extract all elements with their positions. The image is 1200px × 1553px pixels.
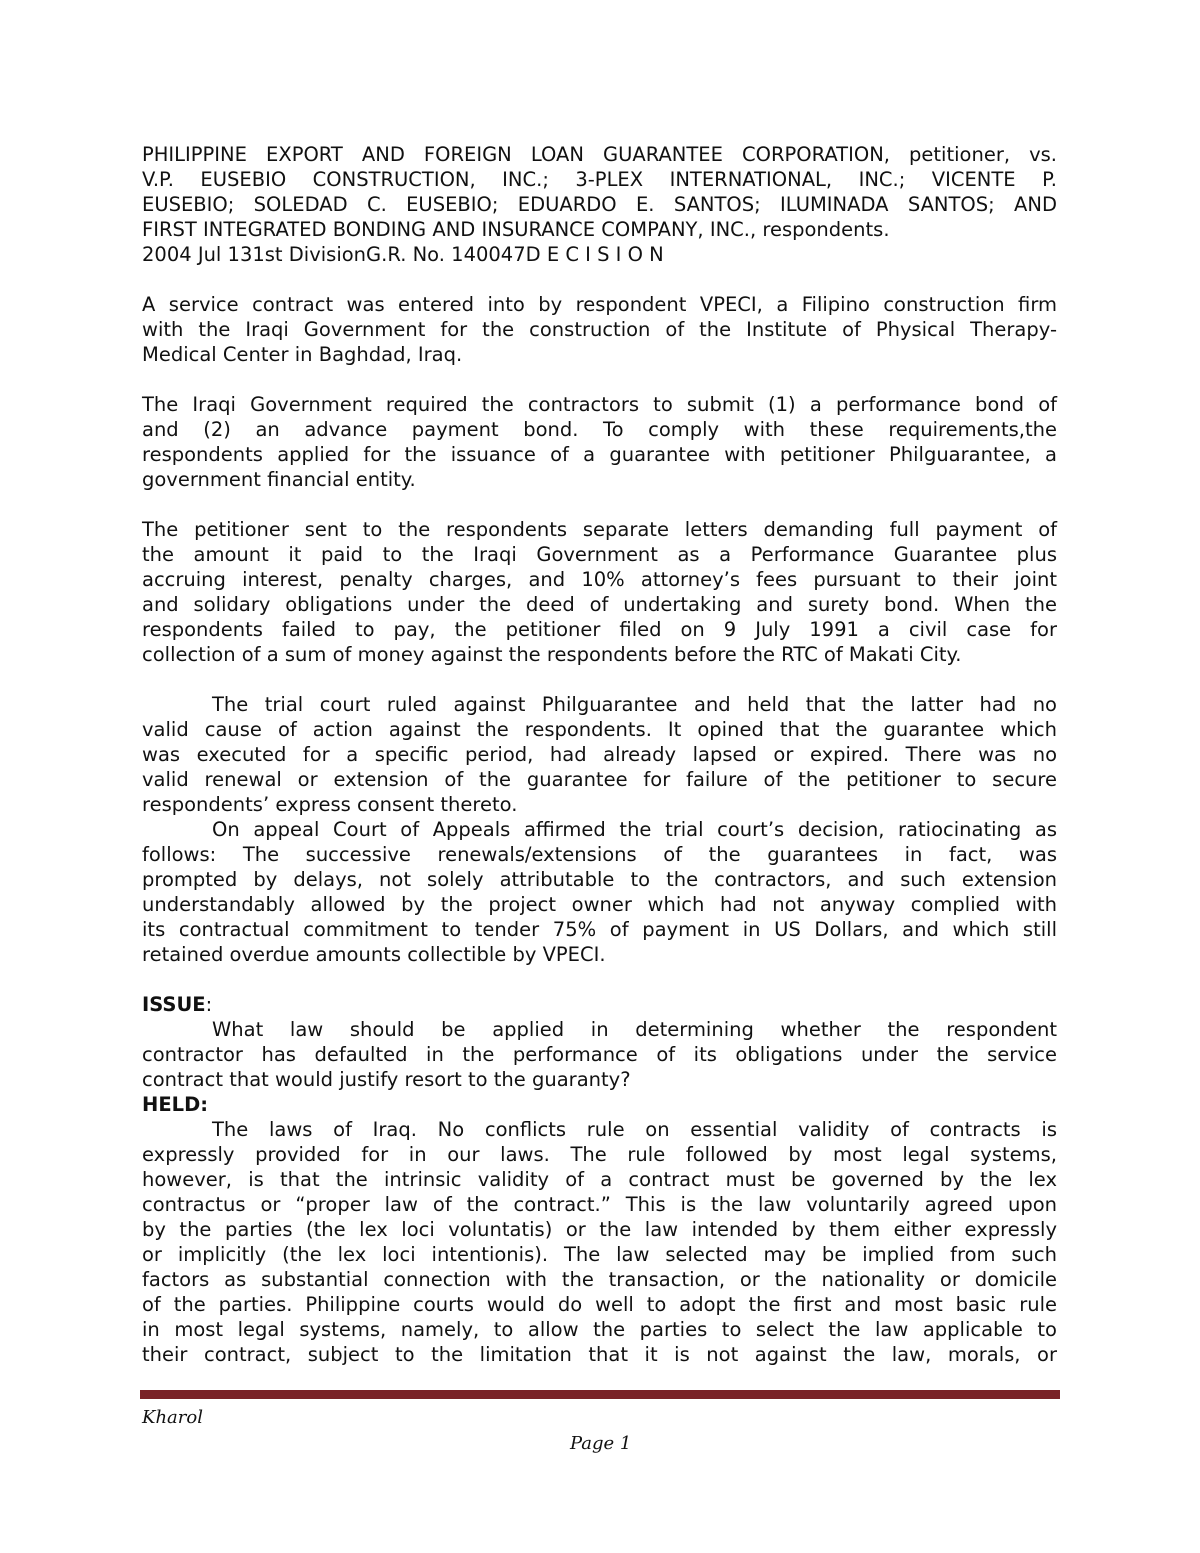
paragraph-line: government financial entity. <box>142 468 416 491</box>
paragraph-line: and (2) an advance payment bond. To comply with these requirements,the <box>142 418 1057 441</box>
facts-paragraph-3 <box>142 517 1057 667</box>
paragraph-line: valid cause of action against the respondents. It opined that the guarantee which <box>142 718 1057 741</box>
paragraph-line: accruing interest, penalty charges, and 10% attorney’s fees pursuant to their joint <box>142 568 1057 591</box>
paragraph-line: A service contract was entered into by respondent VPECI, a Filipino construction firm <box>142 293 1057 316</box>
paragraph-line: On appeal Court of Appeals affirmed the trial court’s decision, ratiocinating as <box>212 818 1057 841</box>
paragraph-line: by the parties (the lex loci voluntatis) or the law intended by them either expressly <box>142 1218 1057 1241</box>
facts-paragraph-1 <box>142 292 1057 367</box>
held-section <box>142 1092 1057 1367</box>
issue-label: ISSUE <box>142 993 206 1016</box>
issue-section <box>142 992 1057 1092</box>
paragraph-line: What law should be applied in determining whether the respondent <box>212 1018 1057 1041</box>
paragraph-line: The trial court ruled against Philguarantee and held that the latter had no <box>212 693 1057 716</box>
paragraph-line: respondents applied for the issuance of a guarantee with petitioner Philguarantee, a <box>142 443 1057 466</box>
paragraph-line: contract that would justify resort to the guaranty? <box>142 1068 631 1091</box>
paragraph-line: The laws of Iraq. No conflicts rule on essential validity of contracts is <box>212 1118 1057 1141</box>
paragraph-line: with the Iraqi Government for the construction of the Institute of Physical Therapy- <box>142 318 1057 341</box>
paragraph-line: factors as substantial connection with the transaction, or the nationality or domicile <box>142 1268 1057 1291</box>
issue-heading <box>142 992 1057 1017</box>
paragraph-line: of the parties. Philippine courts would do well to adopt the first and most basic rule <box>142 1293 1057 1316</box>
caption-line: EUSEBIO; SOLEDAD C. EUSEBIO; EDUARDO E. SANTOS; ILUMINADA SANTOS; AND <box>142 193 1057 216</box>
paragraph-line: contractus or “proper law of the contract.” This is the law voluntarily agreed upon <box>142 1193 1057 1216</box>
paragraph-line: collection of a sum of money against the respondents before the RTC of Makati City. <box>142 643 962 666</box>
paragraph-line: Medical Center in Baghdad, Iraq. <box>142 343 463 366</box>
paragraph-line: The petitioner sent to the respondents separate letters demanding full payment of <box>142 518 1057 541</box>
caption-line: FIRST INTEGRATED BONDING AND INSURANCE COMPANY, INC., respondents. <box>142 218 890 241</box>
paragraph-line: however, is that the intrinsic validity of a contract must be governed by the lex <box>142 1168 1057 1191</box>
caption-line: PHILIPPINE EXPORT AND FOREIGN LOAN GUARANTEE CORPORATION, petitioner, vs. <box>142 143 1057 166</box>
paragraph-line: and solidary obligations under the deed of undertaking and surety bond. When the <box>142 593 1057 616</box>
paragraph-line: The Iraqi Government required the contractors to submit (1) a performance bond of <box>142 393 1057 416</box>
facts-paragraph-2 <box>142 392 1057 492</box>
held-heading: HELD: <box>142 1093 209 1116</box>
paragraph-line: respondents failed to pay, the petitioner filed on 9 July 1991 a civil case for <box>142 618 1057 641</box>
paragraph-line: understandably allowed by the project owner which had not anyway complied with <box>142 893 1057 916</box>
caption-line: 2004 Jul 131st DivisionG.R. No. 140047D E C I S I O N <box>142 243 664 266</box>
paragraph-line: prompted by delays, not solely attributable to the contractors, and such extension <box>142 868 1057 891</box>
footer-author: Kharol <box>142 1407 203 1428</box>
paragraph-line: the amount it paid to the Iraqi Government as a Performance Guarantee plus <box>142 543 1057 566</box>
paragraph-line: expressly provided for in our laws. The rule followed by most legal systems, <box>142 1143 1057 1166</box>
paragraph-line: or implicitly (the lex loci intentionis). The law selected may be implied from such <box>142 1243 1057 1266</box>
caption-line: V.P. EUSEBIO CONSTRUCTION, INC.; 3-PLEX INTERNATIONAL, INC.; VICENTE P. <box>142 168 1057 191</box>
paragraph-line: their contract, subject to the limitation that it is not against the law, morals, or <box>142 1343 1057 1366</box>
paragraph-line: valid renewal or extension of the guarantee for failure of the petitioner to secure <box>142 768 1057 791</box>
paragraph-line: in most legal systems, namely, to allow the parties to select the law applicable to <box>142 1318 1057 1341</box>
paragraph-line: respondents’ express consent thereto. <box>142 793 518 816</box>
paragraph-line: follows: The successive renewals/extensions of the guarantees in fact, was <box>142 843 1057 866</box>
paragraph-line: was executed for a specific period, had already lapsed or expired. There was no <box>142 743 1057 766</box>
appeal-paragraph <box>142 817 1057 967</box>
paragraph-line: its contractual commitment to tender 75% of payment in US Dollars, and which still <box>142 918 1057 941</box>
trial-court-paragraph <box>142 692 1057 817</box>
document-body <box>142 142 1057 1367</box>
issue-colon: : <box>205 993 213 1016</box>
paragraph-line: contractor has defaulted in the performance of its obligations under the service <box>142 1043 1057 1066</box>
page-number: Page 1 <box>570 1433 632 1454</box>
paragraph-line: retained overdue amounts collectible by VPECI. <box>142 943 606 966</box>
footer-rule <box>140 1390 1060 1399</box>
case-caption <box>142 142 1057 267</box>
